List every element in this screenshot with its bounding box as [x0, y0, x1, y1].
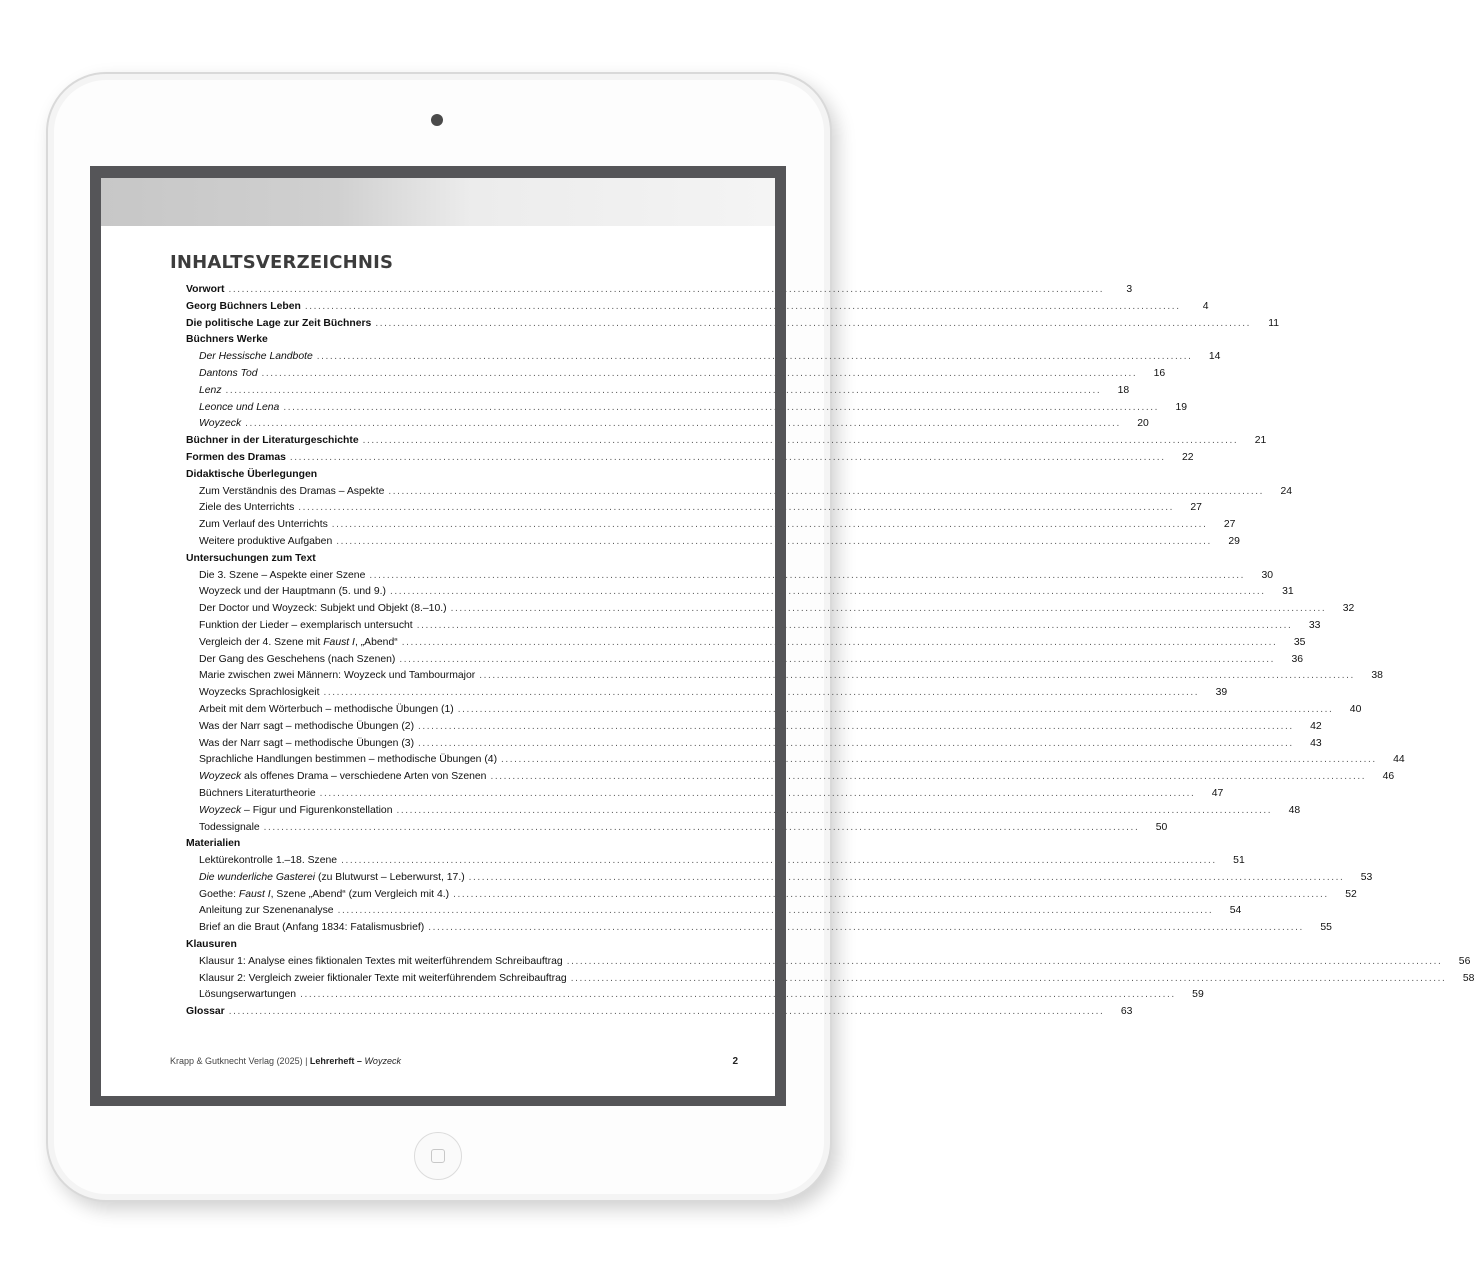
toc-entry-label-italic: Woyzeck: [199, 771, 242, 783]
footer-publisher: Krapp & Gutknecht Verlag (2025) |: [170, 1056, 310, 1066]
toc-entry[interactable]: [186, 517, 1236, 534]
toc-entry-label-text: Lösungserwartungen: [199, 989, 297, 1001]
toc-entry-label-text: (zu Blutwurst – Leberwurst, 17.): [315, 871, 465, 883]
toc-leader-dots: ........................................................................................................................................................................................................: [225, 384, 1102, 396]
toc-entry-label-text: Sprachliche Handlungen bestimmen – methodische Übungen (4): [199, 754, 498, 766]
toc-entry-label-text: Funktion der Lieder – exemplarisch untersucht: [199, 619, 413, 631]
toc-leader-dots: ........................................................................................................................................................................................................: [263, 821, 1140, 833]
toc-leader-dots: ........................................................................................................................................................................................................: [401, 636, 1278, 648]
toc-leader-dots: ........................................................................................................................................................................................................: [450, 603, 1327, 615]
toc-entry-label-text: Klausuren: [186, 939, 237, 951]
toc-leader-dots: ........................................................................................................................................................................................................: [261, 367, 1138, 379]
toc-entry-label-text: – Figur und Figurenkonstellation: [241, 804, 393, 816]
toc-entry-label: [199, 366, 258, 383]
toc-leader-dots: ........................................................................................................................................................................................................: [389, 586, 1266, 598]
toc-entry-label-text: Vergleich der 4. Szene mit: [199, 636, 324, 648]
toc-entry[interactable]: [186, 903, 1242, 920]
toc-entry-page: 47: [1211, 787, 1224, 799]
toc-entry-label: [186, 937, 237, 954]
toc-entry-label-italic: Woyzeck: [199, 804, 242, 816]
toc-entry-label-text: Woyzecks Sprachlosigkeit: [199, 687, 320, 699]
toc-entry-page: 18: [1117, 384, 1130, 396]
toc-entry[interactable]: [186, 534, 1240, 551]
toc-entry-label: [186, 1004, 225, 1021]
toc-entry-label-text: Die politische Lage zur Zeit Büchners: [186, 317, 372, 329]
toc-entry-page: 24: [1280, 485, 1293, 497]
toc-entry[interactable]: [186, 383, 1130, 400]
toc-entry-label-italic: Faust I: [238, 888, 271, 900]
toc-entry-label: [199, 719, 414, 736]
toc-entry[interactable]: [186, 601, 1355, 618]
home-square-icon: [431, 1149, 445, 1163]
toc-leader-dots: ........................................................................................................................................................................................................: [319, 787, 1196, 799]
toc-leader-dots: ........................................................................................................................................................................................................: [570, 972, 1447, 984]
toc-entry-label-italic: Woyzeck: [199, 418, 242, 430]
toc-entry-label-text: Zum Verlauf des Unterrichts: [199, 519, 328, 531]
toc-entry-label: [186, 450, 286, 467]
toc-leader-dots: ........................................................................................................................................................................................................: [323, 687, 1200, 699]
toc-entry-label-text: Büchner in der Literaturgeschichte: [186, 435, 359, 447]
toc-leader-dots: ........................................................................................................................................................................................................: [336, 535, 1212, 547]
toc-entry-label-text: , „Abend“: [354, 636, 398, 648]
toc-entry-label: [199, 702, 454, 719]
toc-entry-page: 33: [1308, 619, 1321, 631]
toc-entry-page: 29: [1228, 535, 1240, 547]
toc-leader-dots: ........................................................................................................................................................................................................: [228, 284, 1105, 295]
toc-entry-page: 43: [1310, 737, 1322, 749]
toc-entry[interactable]: [186, 668, 1383, 685]
toc-entry-label-italic: Dantons Tod: [199, 367, 258, 379]
toc-leader-dots: ........................................................................................................................................................................................................: [566, 955, 1443, 967]
toc-leader-dots: ........................................................................................................................................................................................................: [388, 485, 1265, 497]
toc-entry-label-text: Materialien: [186, 838, 241, 850]
toc-leader-dots: ........................................................................................................................................................................................................: [341, 855, 1217, 867]
toc-entry-label-text: Didaktische Überlegungen: [186, 468, 318, 480]
toc-entry-label: [199, 484, 384, 501]
toc-entry[interactable]: [186, 1004, 1133, 1021]
toc-entry-label: [199, 618, 413, 635]
toc-leader-dots: ........................................................................................................................................................................................................: [416, 619, 1293, 631]
toc-entry[interactable]: [186, 450, 1194, 467]
footer-document: [310, 1056, 401, 1066]
toc-entry[interactable]: [186, 971, 1474, 988]
toc-entry-label: [199, 416, 241, 433]
toc-entry-label-text: Büchners Werke: [186, 334, 268, 346]
toc-entry-page: 11: [1268, 317, 1280, 329]
toc-entry-label: [199, 383, 222, 400]
toc-entry[interactable]: [186, 551, 711, 568]
toc-entry[interactable]: [186, 987, 1204, 1004]
screen: [101, 178, 1474, 1096]
toc-entry-label: [199, 752, 497, 769]
toc-entry-label: [186, 551, 316, 568]
toc-entry-label-text: Ziele des Unterrichts: [199, 502, 295, 514]
toc-entry[interactable]: [186, 635, 1306, 652]
toc-entry-page: 42: [1310, 720, 1322, 732]
toc-entry-label-italic: Der Hessische Landbote: [199, 351, 313, 363]
toc-entry-page: 53: [1360, 871, 1373, 883]
toc-leader-dots: ........................................................................................................................................................................................................: [304, 300, 1181, 312]
toc-entry-label: [199, 500, 294, 517]
toc-entry[interactable]: [186, 920, 1332, 937]
toc-leader-dots: ........................................................................................................................................................................................................: [396, 804, 1273, 816]
toc-entry-label-text: Was der Narr sagt – methodische Übungen (2): [199, 720, 415, 732]
toc-entry-label: [199, 870, 465, 887]
toc-entry[interactable]: [186, 484, 1293, 501]
toc-entry-page: 58: [1462, 972, 1474, 984]
toc-entry[interactable]: [186, 332, 711, 349]
toc-entry-label-italic: Lenz: [199, 384, 222, 396]
toc-leader-dots: ........................................................................................................................................................................................................: [501, 754, 1377, 766]
toc-entry[interactable]: [186, 568, 1274, 585]
toc-entry-label: [199, 887, 449, 904]
toc-entry[interactable]: [186, 786, 1224, 803]
toc-entry[interactable]: [186, 702, 1362, 719]
toc-entry-label-text: Georg Büchners Leben: [186, 300, 301, 312]
toc-entry-label: [199, 517, 328, 534]
toc-entry-page: 4: [1202, 300, 1209, 312]
toc-entry[interactable]: [186, 820, 1168, 837]
toc-entry-label: [199, 568, 365, 585]
toc-entry[interactable]: [186, 416, 1149, 433]
front-camera: [431, 114, 443, 126]
table-of-contents: [186, 282, 1474, 1021]
toc-entry-label: [199, 954, 563, 971]
toc-entry[interactable]: [186, 652, 1304, 669]
toc-entry-page: 50: [1155, 821, 1168, 833]
toc-entry-label: [186, 316, 371, 333]
toc-entry[interactable]: [186, 400, 1187, 417]
toc-entry[interactable]: [186, 836, 711, 853]
toc-entry-label-text: Arbeit mit dem Wörterbuch – methodische Übungen (1): [199, 703, 454, 715]
toc-leader-dots: ........................................................................................................................................................................................................: [428, 922, 1304, 934]
toc-entry-page: 3: [1126, 284, 1133, 295]
toc-entry-label-text: Todessignale: [199, 821, 260, 833]
toc-entry-label-text: Anleitung zur Szenenanalyse: [199, 905, 334, 917]
toc-entry-page: 59: [1192, 989, 1204, 1001]
toc-entry-page: 56: [1458, 955, 1471, 967]
toc-entry-label-text: Klausur 1: Analyse eines fiktionalen Textes mit weiterführendem Schreibauftrag: [199, 955, 563, 967]
home-button[interactable]: [414, 1132, 462, 1180]
toc-leader-dots: ........................................................................................................................................................................................................: [245, 418, 1121, 430]
toc-entry-page: 30: [1261, 569, 1274, 581]
toc-entry-page: 22: [1182, 451, 1194, 463]
toc-entry-page: 40: [1349, 703, 1362, 715]
toc-entry-label: [199, 635, 398, 652]
toc-leader-dots: ........................................................................................................................................................................................................: [490, 771, 1367, 783]
toc-entry-label-text: als offenes Drama – verschiedene Arten von Szenen: [241, 771, 487, 783]
toc-entry-label-text: Der Gang des Geschehens (nach Szenen): [199, 653, 396, 665]
toc-entry-label: [199, 971, 567, 988]
toc-entry-page: 63: [1120, 1006, 1133, 1018]
toc-leader-dots: ........................................................................................................................................................................................................: [369, 569, 1246, 581]
toc-entry-page: 27: [1223, 519, 1236, 531]
toc-entry[interactable]: [186, 937, 711, 954]
toc-entry-label-italic: Faust I: [323, 636, 355, 648]
toc-leader-dots: ........................................................................................................................................................................................................: [331, 519, 1208, 531]
toc-leader-dots: ........................................................................................................................................................................................................: [316, 351, 1193, 363]
toc-entry[interactable]: [186, 349, 1221, 366]
toc-entry[interactable]: [186, 282, 1133, 299]
toc-entry-label-text: Zum Verständnis des Dramas – Aspekte: [199, 485, 385, 497]
toc-entry-label: [186, 282, 224, 299]
toc-leader-dots: ........................................................................................................................................................................................................: [337, 905, 1214, 917]
toc-entry-page: 16: [1153, 367, 1166, 379]
toc-leader-dots: ........................................................................................................................................................................................................: [468, 871, 1345, 883]
toc-entry-page: 39: [1215, 687, 1228, 699]
toc-entry[interactable]: [186, 467, 711, 484]
toc-entry-label: [186, 836, 240, 853]
toc-entry[interactable]: [186, 769, 1395, 786]
toc-entry-label: [199, 920, 424, 937]
toc-entry-label: [199, 769, 486, 786]
toc-entry-label: [186, 299, 301, 316]
toc-entry-label-text: Marie zwischen zwei Männern: Woyzeck und Tambourmajor: [199, 670, 476, 682]
toc-entry[interactable]: [186, 299, 1209, 316]
toc-entry[interactable]: [186, 870, 1373, 887]
toc-leader-dots: ........................................................................................................................................................................................................: [289, 451, 1166, 463]
toc-entry-label-text: Woyzeck und der Hauptmann (5. und 9.): [199, 586, 386, 598]
toc-entry[interactable]: [186, 752, 1405, 769]
toc-leader-dots: ........................................................................................................................................................................................................: [375, 317, 1252, 329]
toc-entry-label-text: Formen des Dramas: [186, 451, 286, 463]
toc-entry-label-text: Glossar: [186, 1006, 225, 1018]
toc-leader-dots: ........................................................................................................................................................................................................: [399, 653, 1276, 665]
toc-entry-page: 38: [1371, 670, 1383, 682]
toc-entry-page: 20: [1137, 418, 1149, 430]
footer-doc-prefix: Lehrerheft –: [309, 1056, 365, 1066]
toc-entry-label: [186, 332, 268, 349]
toc-entry-label-text: Was der Narr sagt – methodische Übungen (3): [199, 737, 415, 749]
toc-leader-dots: ........................................................................................................................................................................................................: [300, 989, 1176, 1001]
toc-entry-label-text: Untersuchungen zum Text: [186, 552, 316, 564]
toc-entry-label-italic: Leonce und Lena: [199, 401, 280, 413]
toc-entry-label-text: Goethe:: [199, 888, 239, 900]
toc-entry-label-text: Der Doctor und Woyzeck: Subjekt und Objekt (8.–10.): [199, 603, 447, 615]
toc-entry[interactable]: [186, 719, 1322, 736]
footer-page-number: 2: [732, 1056, 738, 1067]
toc-entry-page: 52: [1345, 888, 1357, 900]
toc-entry-page: 55: [1320, 922, 1332, 934]
toc-entry-label: [199, 853, 337, 870]
toc-entry-label: [186, 433, 359, 450]
toc-entry-page: 19: [1175, 401, 1187, 413]
toc-entry-page: 35: [1293, 636, 1306, 648]
toc-entry-page: 44: [1393, 754, 1405, 766]
toc-entry-label-text: Die 3. Szene – Aspekte einer Szene: [199, 569, 366, 581]
toc-entry[interactable]: [186, 584, 1294, 601]
toc-entry-page: 21: [1254, 435, 1267, 447]
toc-entry-label: [199, 534, 332, 551]
toc-entry[interactable]: [186, 500, 1202, 517]
toc-entry-page: 31: [1282, 586, 1294, 598]
toc-entry-label: [199, 803, 393, 820]
toc-entry-label-text: Lektürekontrolle 1.–18. Szene: [199, 855, 338, 867]
toc-entry-label-text: , Szene „Abend“ (zum Vergleich mit 4.): [270, 888, 450, 900]
toc-entry[interactable]: [186, 887, 1357, 904]
toc-leader-dots: ........................................................................................................................................................................................................: [479, 670, 1355, 682]
toc-entry[interactable]: [186, 366, 1166, 383]
toc-entry-label-italic: Die wunderliche Gasterei: [199, 871, 316, 883]
toc-entry-label: [199, 601, 447, 618]
toc-entry-label-text: Brief an die Braut (Anfang 1834: Fatalismusbrief): [199, 922, 425, 934]
toc-entry[interactable]: [186, 618, 1321, 635]
footer-doc-title: Woyzeck: [364, 1056, 401, 1066]
page-title: INHALTSVERZEICHNIS: [170, 252, 394, 273]
toc-entry-label: [199, 987, 296, 1004]
toc-entry-label: [199, 400, 279, 417]
toc-leader-dots: ........................................................................................................................................................................................................: [228, 1006, 1105, 1018]
toc-leader-dots: ........................................................................................................................................................................................................: [362, 435, 1239, 447]
toc-entry-page: 54: [1229, 905, 1242, 917]
page-header-band: [101, 178, 775, 226]
toc-entry-page: 36: [1291, 653, 1304, 665]
toc-entry-label: [199, 349, 313, 366]
toc-entry-page: 32: [1342, 603, 1355, 615]
toc-entry-page: 51: [1233, 855, 1245, 867]
toc-entry[interactable]: [186, 736, 1322, 753]
toc-entry-label: [199, 584, 386, 601]
toc-entry-page: 48: [1288, 804, 1301, 816]
toc-entry-label-text: Büchners Literaturtheorie: [199, 787, 316, 799]
toc-leader-dots: ........................................................................................................................................................................................................: [418, 720, 1294, 732]
toc-entry[interactable]: [186, 433, 1267, 450]
toc-entry-label-text: Klausur 2: Vergleich zweier fiktionaler Texte mit weiterführendem Schreibauftrag: [199, 972, 567, 984]
toc-entry-page: 14: [1208, 351, 1221, 363]
toc-entry-label: [199, 903, 334, 920]
toc-entry-label: [199, 786, 316, 803]
toc-entry-label-text: Vorwort: [186, 284, 225, 295]
toc-leader-dots: ........................................................................................................................................................................................................: [298, 502, 1174, 514]
toc-leader-dots: ........................................................................................................................................................................................................: [457, 703, 1334, 715]
toc-entry-label: [199, 668, 475, 685]
toc-leader-dots: ........................................................................................................................................................................................................: [453, 888, 1329, 900]
toc-entry-label-text: Weitere produktive Aufgaben: [199, 535, 333, 547]
toc-entry-label: [199, 685, 320, 702]
toc-entry-label: [199, 820, 260, 837]
toc-entry[interactable]: [186, 954, 1471, 971]
toc-entry-label: [199, 736, 414, 753]
toc-entry-label: [199, 652, 395, 669]
toc-entry[interactable]: [186, 316, 1280, 333]
toc-leader-dots: ........................................................................................................................................................................................................: [418, 737, 1294, 749]
toc-leader-dots: ........................................................................................................................................................................................................: [283, 401, 1159, 413]
toc-entry-page: 27: [1190, 502, 1202, 514]
toc-entry[interactable]: [186, 685, 1228, 702]
page-footer: [170, 1056, 738, 1066]
toc-entry-label: [186, 467, 317, 484]
toc-entry[interactable]: [186, 803, 1301, 820]
toc-entry[interactable]: [186, 853, 1245, 870]
toc-entry-page: 46: [1382, 771, 1395, 783]
